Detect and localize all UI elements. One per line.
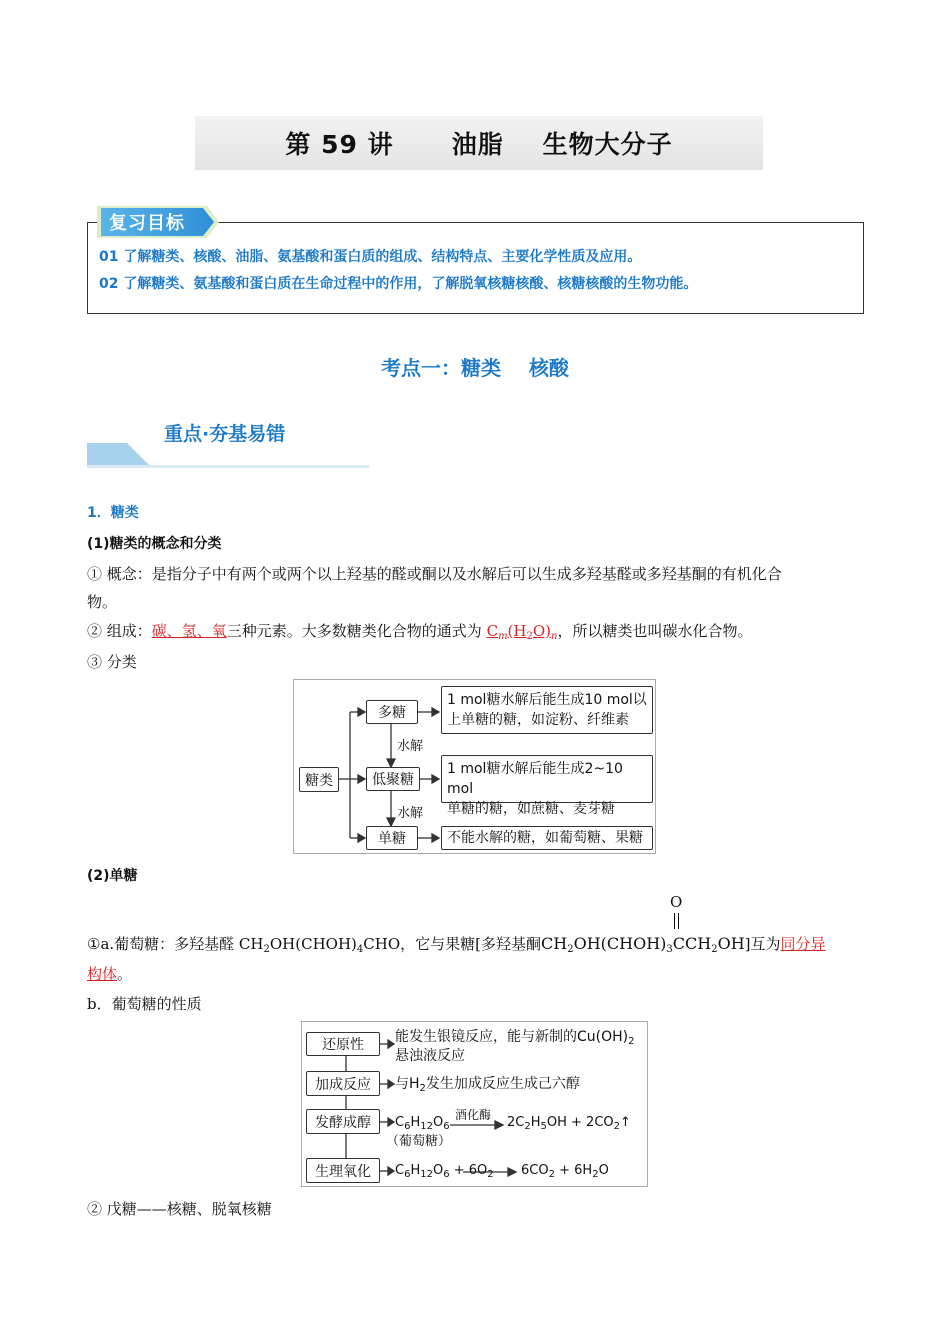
hydrolysis-label-2: 水解 bbox=[397, 806, 424, 821]
fermentation-reactant: $C_6H_{12}O_6$ bbox=[395, 1115, 450, 1132]
section-heading bbox=[87, 415, 369, 471]
isomer-answer-1: 同分异 bbox=[780, 935, 826, 953]
glucose-line-2: 构体。 bbox=[87, 965, 133, 983]
fermentation-reactant-name: （葡萄糖） bbox=[386, 1134, 452, 1149]
goal-line-2: 02 了解糖类、氨基酸和蛋白质在生命过程中的作用，了解脱氧核糖核酸、核糖核酸的生物功能。 bbox=[99, 276, 698, 292]
heading-monosaccharide: (2)单糖 bbox=[87, 868, 138, 884]
sugar-classification-diagram bbox=[293, 679, 656, 854]
fructose-structure: O $CH_2OH(CHOH)_3CCH_2OH$ bbox=[541, 893, 745, 955]
classification-label: ③ 分类 bbox=[87, 653, 137, 671]
concept-line-1: ① 概念：是指分子中有两个或两个以上羟基的醛或酮以及水解后可以生成多羟基醛或多羟基酮的有机化合 bbox=[87, 565, 782, 583]
enzyme-label: 酒化酶 bbox=[455, 1108, 492, 1122]
desc-oligosaccharide: 1 mol糖水解后能生成2~10 mol 单糖的糖，如蔗糖、麦芽糖 bbox=[441, 755, 653, 803]
node-polysaccharide: 多糖 bbox=[366, 700, 418, 724]
carbonyl-double-bond bbox=[674, 913, 679, 929]
section-heading-text: 重点·夯基易错 bbox=[164, 423, 286, 445]
node-addition: 加成反应 bbox=[306, 1071, 380, 1096]
oxidation-products: $6CO_2 + 6H_2O$ bbox=[521, 1163, 609, 1180]
pentose-line: ② 戊糖——核糖、脱氧核糖 bbox=[87, 1200, 272, 1218]
node-oligosaccharide: 低聚糖 bbox=[366, 767, 420, 791]
fermentation-products: $2C_2H_5OH$ + $2CO_2↑$ bbox=[507, 1115, 631, 1132]
desc-monosaccharide: 不能水解的糖，如葡萄糖、果糖 bbox=[441, 826, 653, 850]
addition-desc: 与$H_2$发生加成反应生成己六醇 bbox=[395, 1076, 580, 1094]
node-reducibility: 还原性 bbox=[306, 1032, 380, 1056]
lesson-title: 第 59 讲 油脂 生物大分子 bbox=[285, 130, 673, 159]
general-formula: $C_m(H_2O)_n$ bbox=[486, 622, 558, 642]
kaodian-heading: 考点一：糖类 核酸 bbox=[381, 356, 569, 380]
isomer-answer-2: 构体 bbox=[87, 965, 118, 983]
reducibility-desc-1: 能发生银镜反应，能与新制的$Cu(OH)_2$ bbox=[395, 1029, 635, 1047]
review-goals-label: 复习目标 bbox=[109, 213, 185, 234]
reducibility-desc-2: 悬浊液反应 bbox=[395, 1048, 465, 1064]
heading-sugars: 1．糖类 bbox=[87, 505, 139, 521]
goal-line-1: 01 了解糖类、核酸、油脂、氨基酸和蛋白质的组成、结构特点、主要化学性质及应用。 bbox=[99, 249, 642, 265]
glucose-properties-diagram bbox=[301, 1021, 648, 1187]
node-oxidation: 生理氧化 bbox=[306, 1158, 380, 1183]
concept-line-2: 物。 bbox=[87, 593, 118, 611]
lesson-title-bar bbox=[195, 116, 763, 170]
composition-line: ② 组成：碳、氢、氧三种元素。大多数糖类化合物的通式为 $C_m(H_2O)_n$，所以糖类也叫碳水化合物。 bbox=[87, 622, 753, 642]
elements-answer: 碳、氢、氧 bbox=[151, 622, 227, 640]
node-fermentation: 发酵成醇 bbox=[306, 1109, 380, 1134]
node-sugars: 糖类 bbox=[299, 767, 339, 792]
review-goals-tag bbox=[97, 206, 219, 238]
glucose-line: ①a.葡萄糖：多羟基醛 $CH_2OH(CHOH)_4CHO$，它与果糖[多羟基酮 O $CH_2OH(CHOH)_3CCH_2OH$]互为同分异 bbox=[87, 934, 826, 960]
desc-polysaccharide: 1 mol糖水解后能生成10 mol以 上单糖的糖，如淀粉、纤维素 bbox=[441, 686, 653, 734]
heading-concept-classification: (1)糖类的概念和分类 bbox=[87, 536, 222, 552]
node-monosaccharide: 单糖 bbox=[366, 826, 418, 850]
glucose-properties-label: b．葡萄糖的性质 bbox=[87, 995, 202, 1013]
hydrolysis-label-1: 水解 bbox=[397, 739, 424, 754]
oxidation-reactants: $C_6H_{12}O_6 + 6O_2$ bbox=[395, 1163, 494, 1180]
carbonyl-oxygen: O bbox=[670, 893, 683, 911]
